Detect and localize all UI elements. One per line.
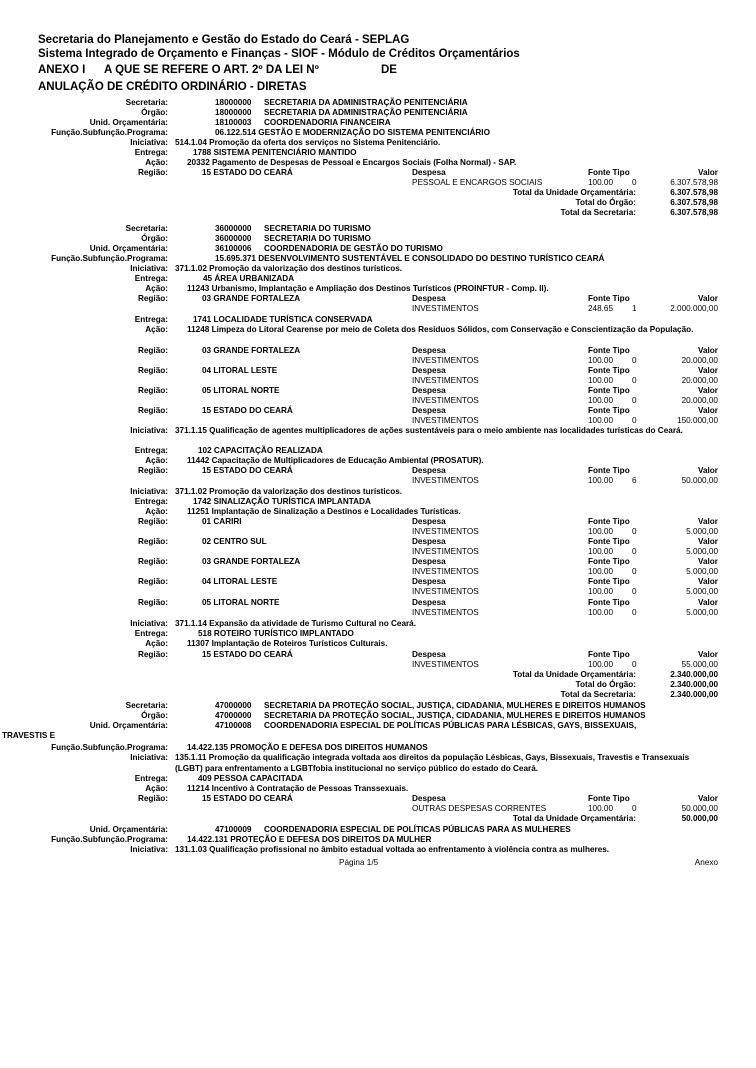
- s1-entrega-row: Entrega: 1788 SISTEMA PENITENCIÁRIO MANTIDO: [134, 148, 357, 157]
- s2-regiao-4b: Região: 02 CENTRO SUL Despesa Fonte Tipo Valor: [137, 537, 718, 546]
- s1-total-orgao: Total do Órgão: 6.307.578,98: [575, 198, 718, 207]
- s1-total-unid: Total da Unidade Orçamentária: 6.307.578,98: [512, 188, 718, 197]
- s2-acao-2: Ação:: [145, 325, 168, 334]
- s3-regiao-row: Região: 15 ESTADO DO CEARÁ Despesa Fonte Tipo Valor: [137, 794, 718, 803]
- s3-iniciativa-row: Iniciativa:: [130, 753, 168, 762]
- annex-ref: A QUE SE REFERE O ART. 2º DA LEI Nº: [104, 64, 319, 76]
- s2-entrega-5: Entrega: 518 ROTEIRO TURÍSTICO IMPLANTADO: [134, 629, 354, 638]
- s2-expense-4b: INVESTIMENTOS 100.00 0 5.000,00: [412, 547, 718, 556]
- s3-orgao-row: Órgão: 47000000 SECRETARIA DA PROTEÇÃO SOCIAL, JUSTIÇA, CIDADANIA, MULHERES E DIREITOS HUMANOS: [141, 711, 646, 720]
- s2-entrega-3: Entrega: 102 CAPACITAÇÃO REALIZADA: [134, 446, 323, 455]
- s2-iniciativa-2: Iniciativa:: [130, 426, 168, 435]
- s2-acao-1: Ação: 11243 Urbanismo, Implantação e Ampliação dos Destinos Turísticos (PROINFTUR - Comp. II).: [145, 284, 549, 293]
- s2-entrega-1: Entrega: 45 ÁREA URBANIZADA: [134, 274, 295, 283]
- s2-regiao-2d: Região: 15 ESTADO DO CEARÁ Despesa Fonte Tipo Valor: [137, 406, 718, 415]
- s2-total-unid: Total da Unidade Orçamentária: 2.340.000,00: [512, 670, 718, 679]
- header-line-2: Sistema Integrado de Orçamento e Finanças - SIOF - Módulo de Créditos Orçamentários: [38, 48, 520, 60]
- s3-funcao2-row: Função.Subfunção.Programa: 14.422.131 PROTEÇÃO E DEFESA DOS DIREITOS DA MULHER: [51, 835, 432, 844]
- s2-total-orgao: Total do Órgão: 2.340.000,00: [575, 680, 718, 689]
- s2-expense-3: INVESTIMENTOS 100.00 6 50.000,00: [412, 476, 718, 485]
- document-title: ANULAÇÃO DE CRÉDITO ORDINÁRIO - DIRETAS: [38, 81, 307, 93]
- s3-iniciativa2-row: Iniciativa: 131.1.03 Qualificação profissional no âmbito estadual voltada ao enfrentamento à violência contra as mulheres.: [130, 845, 610, 854]
- s2-expense-4a: INVESTIMENTOS 100.00 0 5.000,00: [412, 527, 718, 536]
- footer-annex: Anexo: [694, 858, 718, 867]
- s2-expense-2d: INVESTIMENTOS 100.00 0 150.000,00: [412, 416, 718, 425]
- s2-acao-5: Ação: 11307 Implantação de Roteiros Turísticos Culturais.: [145, 639, 388, 648]
- s2-acao-4: Ação: 11251 Implantação de Sinalização a Destinos e Localidades Turísticas.: [145, 507, 461, 516]
- header-line-1: Secretaria do Planejamento e Gestão do Estado do Ceará - SEPLAG: [38, 34, 410, 46]
- page-number: Página 1/5: [339, 858, 379, 867]
- s2-regiao-4a: Região: 01 CARIRI Despesa Fonte Tipo Valor: [137, 517, 718, 526]
- s2-expense-5: INVESTIMENTOS 100.00 0 55.000,00: [412, 660, 718, 669]
- s2-expense-1: INVESTIMENTOS 248.65 1 2.000.000,00: [412, 304, 718, 313]
- s2-regiao-4e: Região: 05 LITORAL NORTE Despesa Fonte Tipo Valor: [137, 598, 718, 607]
- s2-iniciativa-2-text: 371.1.15 Qualificação de agentes multiplicadores de ações sustentáveis para o meio ambiente nas localidades turísticas do Ceará.: [175, 426, 683, 435]
- s2-unid-row: Unid. Orçamentária: 36100006 COORDENADORIA DE GESTÃO DO TURISMO: [89, 244, 443, 253]
- s2-expense-2a: INVESTIMENTOS 100.00 0 20.000,00: [412, 356, 718, 365]
- s3-expense-row: OUTRAS DESPESAS CORRENTES 100.00 0 50.000,00: [412, 804, 718, 813]
- s3-total-unid: Total da Unidade Orçamentária: 50.000,00: [512, 814, 718, 823]
- s2-regiao-2b: Região: 04 LITORAL LESTE Despesa Fonte Tipo Valor: [137, 366, 718, 375]
- s2-expense-4c: INVESTIMENTOS 100.00 0 5.000,00: [412, 567, 718, 576]
- s2-regiao-5: Região: 15 ESTADO DO CEARÁ Despesa Fonte Tipo Valor: [137, 650, 718, 659]
- s2-regiao-4d: Região: 04 LITORAL LESTE Despesa Fonte Tipo Valor: [137, 577, 718, 586]
- s2-secretaria-row: Secretaria: 36000000 SECRETARIA DO TURISMO: [125, 224, 371, 233]
- s2-regiao-4c: Região: 03 GRANDE FORTALEZA Despesa Fonte Tipo Valor: [137, 557, 718, 566]
- s2-regiao-3: Região: 15 ESTADO DO CEARÁ Despesa Fonte Tipo Valor: [137, 466, 718, 475]
- s2-expense-2c: INVESTIMENTOS 100.00 0 20.000,00: [412, 396, 718, 405]
- s3-secretaria-row: Secretaria: 47000000 SECRETARIA DA PROTEÇÃO SOCIAL, JUSTIÇA, CIDADANIA, MULHERES E DIREITOS HUMANOS: [125, 701, 646, 710]
- s3-unid-row: Unid. Orçamentária: 47100008 COORDENADORIA ESPECIAL DE POLÍTICAS PÚBLICAS PARA LÉSBICAS, GAYS, BISSEXUAIS,: [89, 721, 637, 730]
- s2-iniciativa-3: Iniciativa: 371.1.02 Promoção da valorização dos destinos turísticos.: [130, 487, 403, 496]
- s3-iniciativa-text: 135.1.11 Promoção da qualificação integrada voltada aos direitos da população Lésbicas, Gays, Bissexuais, Travestis e Transexuais (LGBT) para enfrentamento a LGBTfobia institucional no serviço público do estado do Ceará.: [175, 753, 690, 773]
- s3-unid-continuation: TRAVESTIS E: [2, 731, 56, 740]
- annex-de: DE: [381, 64, 397, 76]
- s2-funcao-row: Função.Subfunção.Programa: 15.695.371 DESENVOLVIMENTO SUSTENTÁVEL E CONSOLIDADO DO DESTINO TURÍSTICO CEARÁ: [51, 254, 605, 263]
- s1-funcao-row: Função.Subfunção.Programa: 06.122.514 GESTÃO E MODERNIZAÇÃO DO SISTEMA PENITENCIÁRIO: [51, 128, 490, 137]
- s2-expense-4e: INVESTIMENTOS 100.00 0 5.000,00: [412, 608, 718, 617]
- s3-acao-row: Ação: 11214 Incentivo à Contratação de Pessoas Transsexuais.: [145, 784, 409, 793]
- annex-label: ANEXO I: [38, 64, 86, 76]
- s2-acao-3: Ação: 11442 Capacitação de Multiplicadores de Educação Ambiental (PROSATUR).: [145, 456, 484, 465]
- s2-regiao-1: Região: 03 GRANDE FORTALEZA Despesa Fonte Tipo Valor: [137, 294, 718, 303]
- s3-unid2-row: Unid. Orçamentária: 47100009 COORDENADORIA ESPECIAL DE POLÍTICAS PÚBLICAS PARA AS MULHERES: [89, 825, 571, 834]
- s3-funcao-row: Função.Subfunção.Programa: 14.422.135 PROMOÇÃO E DEFESA DOS DIREITOS HUMANOS: [51, 743, 428, 752]
- s1-orgao-row: Órgão: 18000000 SECRETARIA DA ADMINISTRAÇÃO PENITENCIÁRIA: [141, 108, 468, 117]
- s2-iniciativa-1: Iniciativa: 371.1.02 Promoção da valorização dos destinos turísticos.: [130, 264, 403, 273]
- s2-orgao-row: Órgão: 36000000 SECRETARIA DO TURISMO: [141, 234, 371, 243]
- s1-regiao-row: Região: 15 ESTADO DO CEARÁ Despesa Fonte Tipo Valor: [137, 168, 718, 177]
- s2-regiao-2a: Região: 03 GRANDE FORTALEZA Despesa Fonte Tipo Valor: [137, 346, 718, 355]
- s1-secretaria-row: Secretaria: 18000000 SECRETARIA DA ADMINISTRAÇÃO PENITENCIÁRIA: [125, 98, 468, 107]
- s1-expense-row: PESSOAL E ENCARGOS SOCIAIS 100.00 0 6.307.578,98: [412, 178, 718, 187]
- s2-acao-2-text: 11248 Limpeza do Litoral Cearense por meio de Coleta dos Resíduos Sólidos, com Conservação e Conscientização da População.: [187, 325, 694, 334]
- s2-total-sec: Total da Secretaria: 2.340.000,00: [560, 690, 718, 699]
- s2-expense-4d: INVESTIMENTOS 100.00 0 5.000,00: [412, 587, 718, 596]
- s2-entrega-2: Entrega: 1741 LOCALIDADE TURÍSTICA CONSERVADA: [134, 315, 373, 324]
- s1-acao-row: Ação: 20332 Pagamento de Despesas de Pessoal e Encargos Sociais (Folha Normal) - SAP.: [145, 158, 517, 167]
- s2-entrega-4: Entrega: 1742 SINALIZAÇÃO TURÍSTICA IMPLANTADA: [134, 497, 371, 506]
- s1-iniciativa-row: Iniciativa: 514.1.04 Promoção da oferta dos serviços no Sistema Penitenciário.: [130, 138, 441, 147]
- s2-regiao-2c: Região: 05 LITORAL NORTE Despesa Fonte Tipo Valor: [137, 386, 718, 395]
- s1-unid-row: Unid. Orçamentária: 18100003 COORDENADORIA FINANCEIRA: [89, 118, 391, 127]
- s1-total-sec: Total da Secretaria: 6.307.578,98: [560, 208, 718, 217]
- s3-entrega-row: Entrega: 409 PESSOA CAPACITADA: [134, 774, 303, 783]
- s2-expense-2b: INVESTIMENTOS 100.00 0 20.000,00: [412, 376, 718, 385]
- s2-iniciativa-4: Iniciativa: 371.1.14 Expansão da atividade de Turismo Cultural no Ceará.: [130, 619, 417, 628]
